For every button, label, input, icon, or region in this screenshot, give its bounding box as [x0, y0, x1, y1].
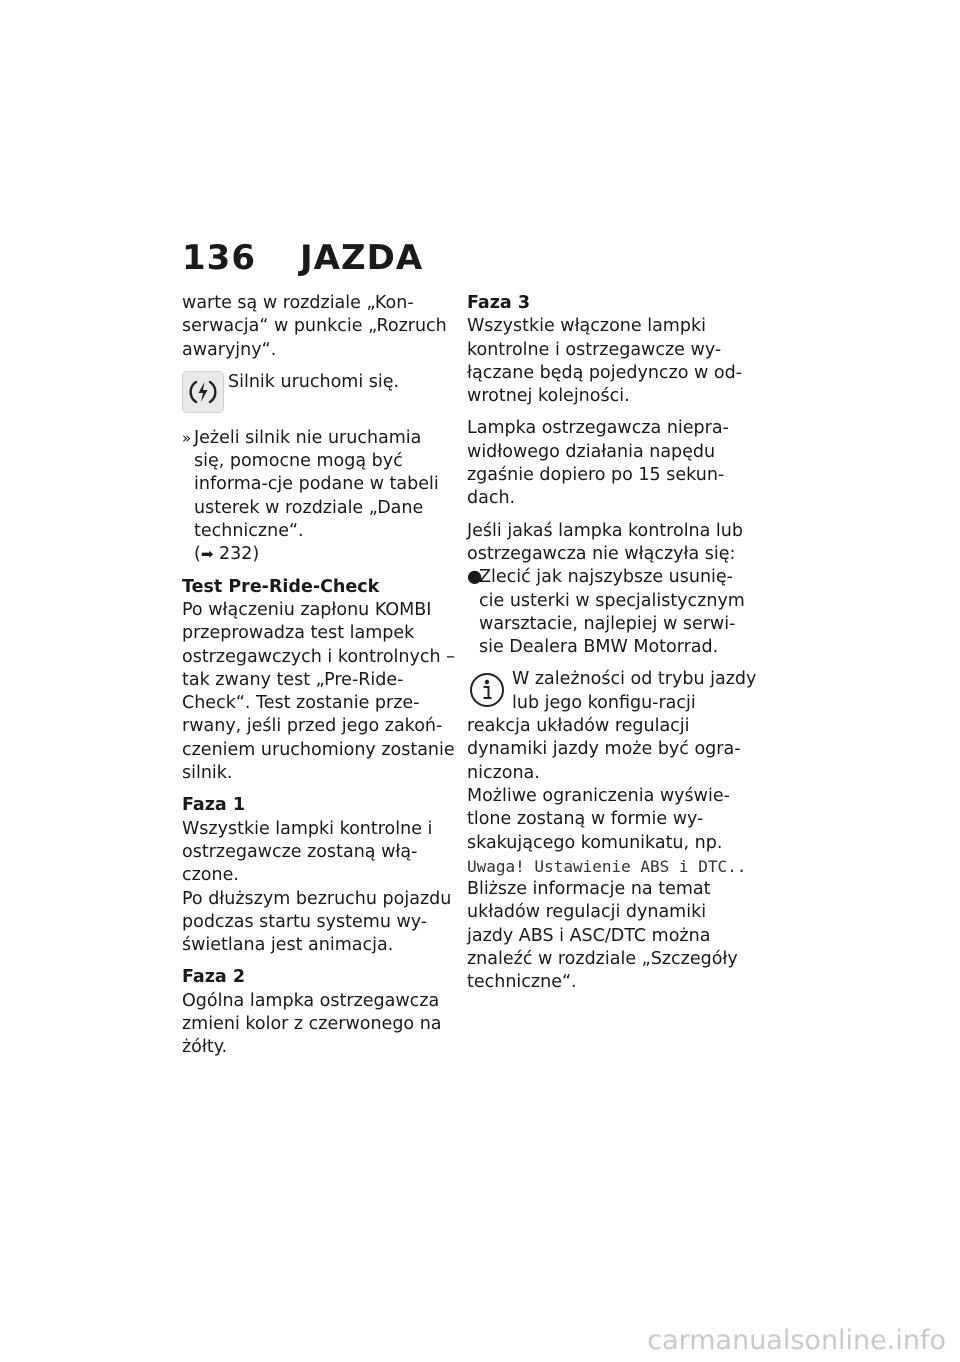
left-column	[182, 292, 457, 1069]
engine-start-note	[182, 371, 457, 413]
info-note	[467, 668, 757, 784]
result-mark: »	[182, 428, 192, 447]
test-heading: Test Pre-Ride-Check	[182, 576, 380, 597]
result-text: Jeżeli silnik nie uruchamia się, pomocne mogą być informa-cje podane w tabeli usterek w rozdziale „Dane techniczne“.	[194, 427, 439, 542]
display-message: Uwaga! Ustawienie ABS i DTC..	[467, 856, 747, 876]
drive-lamp-paragraph: Lampka ostrzegawcza niepra-widłowego działania napędu zgaśnie dopiero po 15 sekun-dach.	[467, 418, 729, 509]
engine-start-warning-icon	[182, 371, 224, 413]
right-column	[467, 292, 757, 1004]
phase1-paragraph-1: Wszystkie lampki kontrolne i ostrzegawcze zostaną włą-czone.	[182, 818, 433, 886]
possible-paragraph: Możliwe ograniczenia wyświe-tlone zostaną w formie wy-skakującego komunikatu, np.	[467, 785, 730, 853]
bullet-text: Zlecić jak najszybsze usunię-cie usterki w specjalistycznym warsztacie, najlepiej w serwi-sie Dealera BMW Motorrad.	[479, 567, 745, 658]
phase2-paragraph: Ogólna lampka ostrzegawcza zmieni kolor z czerwonego na żółty.	[182, 990, 442, 1058]
bullet-icon: ●	[467, 567, 483, 588]
reference-arrow-icon: ➡	[200, 545, 214, 564]
list-item	[467, 566, 757, 659]
reference-page: 232)	[218, 544, 260, 565]
result-item: » Jeżeli silnik nie uruchamia się, pomocne mogą być informa-cje podane w tabeli usterek w rozdziale „Dane techniczne“. (➡ 232)	[182, 427, 457, 567]
phase2-heading: Faza 2	[182, 967, 246, 988]
phase3-paragraph: Wszystkie włączone lampki kontrolne i ostrzegawcze wy-łączane będą pojedynczo w od-wrotnej kolejności.	[467, 316, 743, 407]
intro-paragraph: warte są w rozdziale „Kon-serwacja“ w punkcie „Rozruch awaryjny“.	[182, 293, 447, 360]
info-icon	[467, 670, 507, 710]
phase3-heading: Faza 3	[467, 293, 531, 313]
phase1-heading: Faza 1	[182, 795, 246, 816]
more-info-paragraph: Bliższe informacje na temat układów regulacji dynamiki jazdy ABS i ASC/DTC można znaleźć w rozdziale „Szczegóły techniczne“.	[467, 879, 738, 993]
watermark: carmanualsonline.info	[647, 1325, 946, 1356]
page-number: 136	[182, 238, 256, 278]
lamp-fail-paragraph: Jeśli jakaś lampka kontrolna lub ostrzegawcza nie włączyła się:	[467, 520, 743, 564]
test-paragraph: Po włączeniu zapłonu KOMBI przeprowadza test lampek ostrzegawczych i kontrolnych – tak zwany test „Pre-Ride-Check“. Test zostanie prze-rwany, jeśli przed jego zakoń-czeniem uruchomiony zostanie silnik.	[182, 599, 455, 784]
engine-start-text: Silnik uruchomi się.	[228, 371, 400, 392]
page-header	[182, 238, 423, 278]
info-text: W zależności od trybu jazdy lub jego konfigu-racji reakcja układów regulacji dynamiki jazdy może być ogra-niczona.	[467, 669, 757, 783]
phase1-paragraph-2: Po dłuższym bezruchu pojazdu podczas startu systemu wy-świetlana jest animacja.	[182, 888, 452, 956]
section-title: JAZDA	[299, 238, 424, 278]
